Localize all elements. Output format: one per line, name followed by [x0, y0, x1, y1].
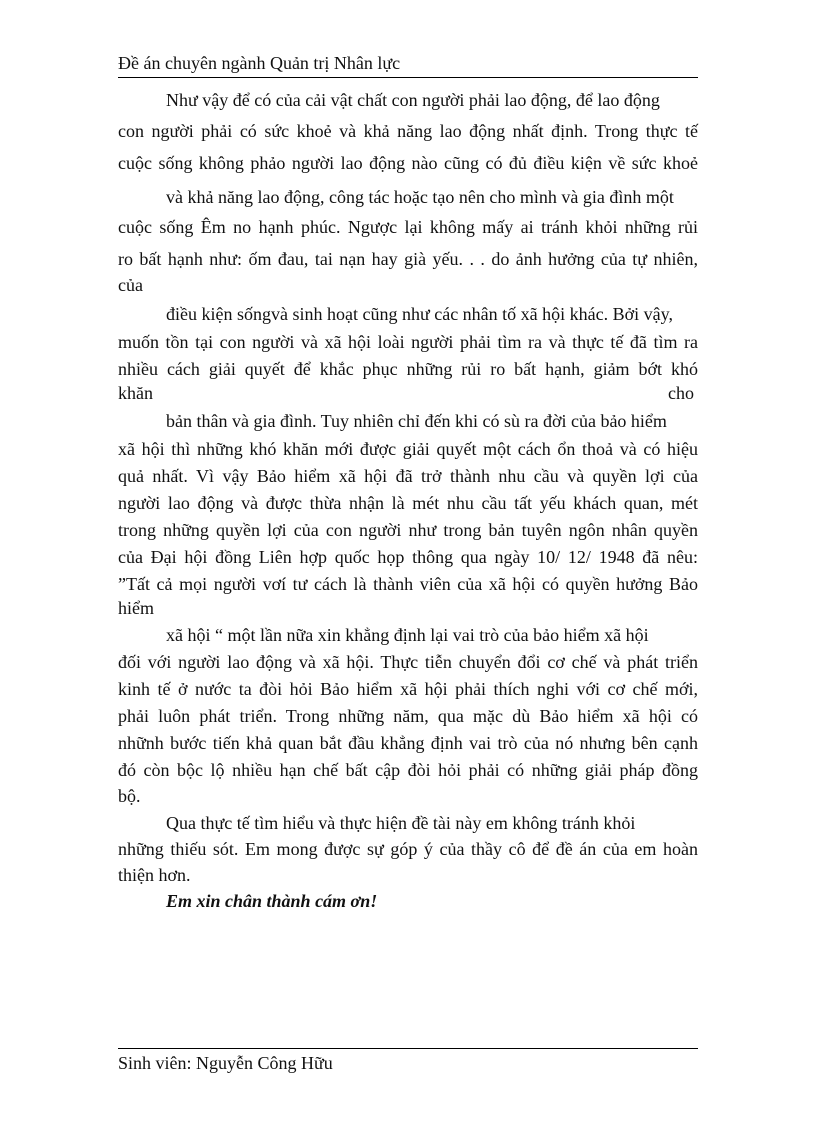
document-footer: Sinh viên: Nguyễn Công Hữu: [118, 1053, 333, 1073]
body-line: cuộc sống Êm no hạnh phúc. Ngược lại không mấy ai tránh khỏi những rủi: [118, 217, 698, 237]
header-rule: [118, 77, 698, 78]
body-line: xã hội thì những khó khăn mới được giải quyết một cách ổn thoả và có hiệu: [118, 439, 698, 459]
body-line: của Đại hội đồng Liên hợp quốc họp thông qua ngày 10/ 12/ 1948 đã nêu:: [118, 547, 698, 567]
body-line: quả nhất. Vì vậy Bảo hiểm xã hội đã trở thành nhu cầu và quyền lợi của: [118, 466, 698, 486]
body-line: Qua thực tế tìm hiểu và thực hiện đề tài này em không tránh khỏi: [166, 813, 636, 833]
document-header: Đề án chuyên ngành Quản trị Nhân lực: [118, 53, 401, 73]
body-line: bản thân và gia đình. Tuy nhiên chỉ đến khi có sù ra đời của bảo hiểm: [166, 411, 667, 431]
body-line: Như vậy để có của cải vật chất con người phải lao động, để lao động: [166, 90, 660, 110]
body-line: và khả năng lao động, công tác hoặc tạo nên cho mình và gia đình một: [166, 187, 674, 207]
body-line: kinh tế ở nước ta đòi hỏi Bảo hiểm xã hội phải thích nghi với cơ chế mới,: [118, 679, 698, 699]
closing-line: Em xin chân thành cám ơn!: [166, 891, 378, 911]
body-line: cuộc sống không phảo người lao động nào cũng có đủ điều kiện về sức khoẻ: [118, 153, 698, 173]
body-line: cho: [668, 383, 694, 403]
body-line: thiện hơn.: [118, 865, 191, 885]
body-line: của: [118, 275, 143, 295]
body-line: đối với người lao động và xã hội. Thực tiễn chuyển đổi cơ chế và phát triển: [118, 652, 698, 672]
body-line: ro bất hạnh như: ốm đau, tai nạn hay già yếu. . . do ảnh hưởng của tự nhiên,: [118, 249, 698, 269]
body-line: con người phải có sức khoẻ và khả năng lao động nhất định. Trong thực tế: [118, 121, 698, 141]
body-line: hiểm: [118, 598, 154, 618]
body-line: ”Tất cả mọi người vơí tư cách là thành viên của xã hội có quyền hưởng Bảo: [118, 574, 698, 594]
body-line: nhữnh bước tiến khả quan bắt đầu khẳng định vai trò của nó nhưng bên cạnh: [118, 733, 698, 753]
body-line: nhiều cách giải quyết để khắc phục những rủi ro bất hạnh, giảm bớt khó: [118, 359, 698, 379]
body-line: phải luôn phát triển. Trong những năm, qua mặc dù Bảo hiểm xã hội có: [118, 706, 698, 726]
body-line: khăn: [118, 383, 153, 403]
body-line: bộ.: [118, 786, 141, 806]
body-line: muốn tồn tại con người và xã hội loài người phải tìm ra và thực tế đã tìm ra: [118, 332, 698, 352]
body-line: điều kiện sốngvà sinh hoạt cũng như các nhân tố xã hội khác. Bởi vậy,: [166, 304, 673, 324]
body-line: xã hội “ một lần nữa xin khẳng định lại vai trò của bảo hiểm xã hội: [166, 625, 649, 645]
body-line: người lao động và được thừa nhận là mét nhu cầu tất yếu khách quan, mét: [118, 493, 698, 513]
footer-rule: [118, 1048, 698, 1049]
body-line: đó còn bộc lộ nhiều hạn chế bất cập đòi hỏi phải có những giải pháp đồng: [118, 760, 698, 780]
body-line: những thiếu sót. Em mong được sự góp ý của thầy cô để đề án của em hoàn: [118, 839, 698, 859]
body-line: trong những quyền lợi của con người như trong bản tuyên ngôn nhân quyền: [118, 520, 698, 540]
